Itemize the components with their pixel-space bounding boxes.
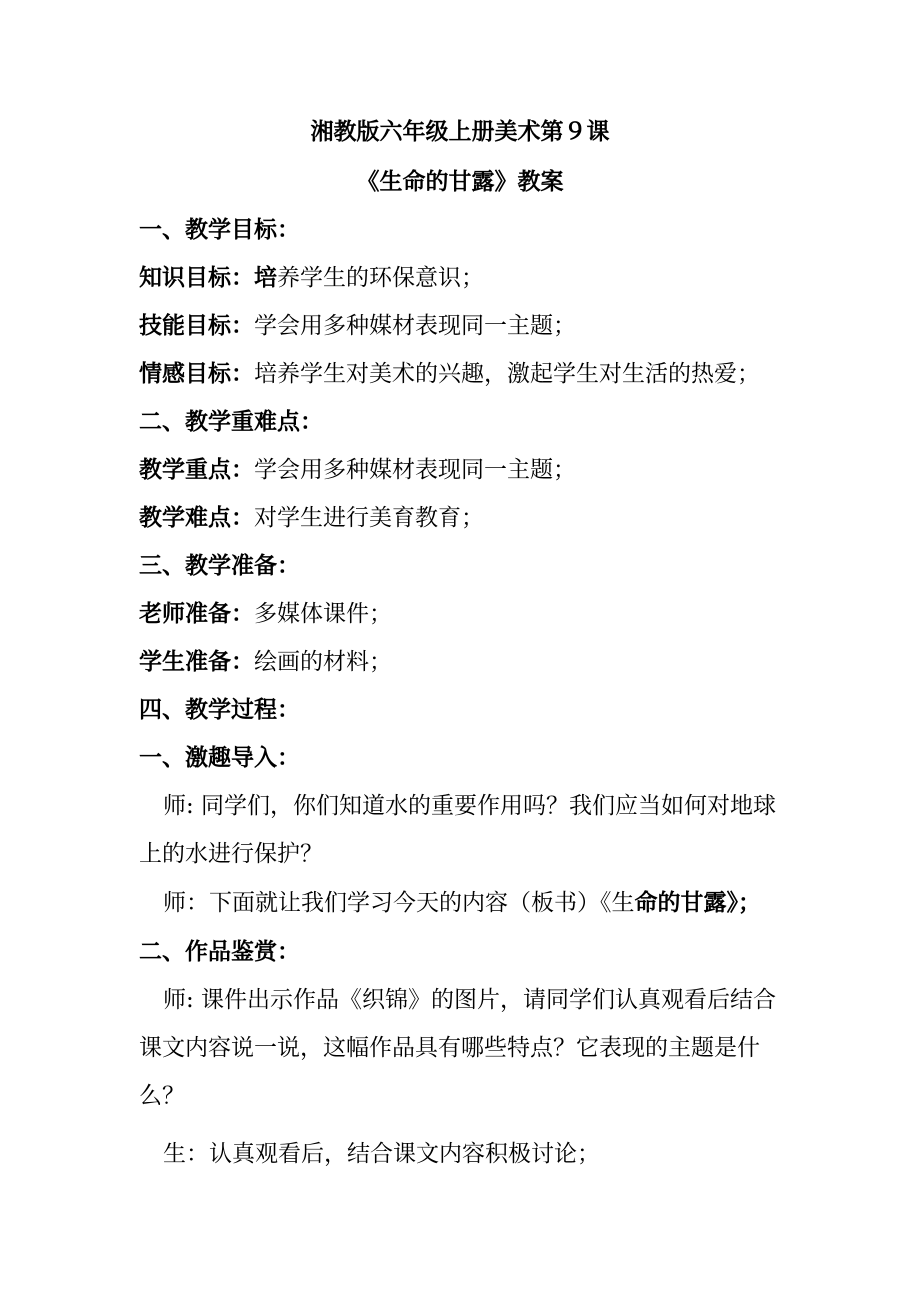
item-text: 绘画的材料； — [254, 649, 392, 675]
section-heading-process: 四、教学过程： — [139, 697, 300, 723]
paragraph-line: 么？ — [139, 1083, 185, 1109]
item-text: 学会用多种媒材表现同一主题； — [254, 313, 576, 339]
item-label: 技能目标： — [139, 313, 254, 339]
item-label: 教学难点： — [139, 505, 254, 531]
item-label: 教学重点： — [139, 457, 254, 483]
item-label: 情感目标： — [139, 361, 254, 387]
key-point — [0, 455, 920, 485]
paragraph-text: 师：下面就让我们学习今天的内容（板书）《生 — [163, 890, 635, 916]
paragraph-line: 生：认真观看后，结合课文内容积极讨论； — [163, 1141, 600, 1167]
item-text: 培养学生对美术的兴趣，激起学生对生活的热爱； — [254, 361, 760, 387]
paragraph-line — [0, 888, 920, 918]
paragraph-line: 师: 同学们，你们知道水的重要作用吗？我们应当如何对地球 — [163, 793, 777, 819]
student-preparation — [0, 647, 920, 677]
objective-emotion — [0, 359, 920, 389]
item-text: 养学生的环保意识； — [277, 265, 484, 291]
paragraph-line: 课文内容说一说，这幅作品具有哪些特点？它表现的主题是什 — [139, 1035, 760, 1061]
paragraph-line: 师: 课件出示作品《织锦》的图片，请同学们认真观看后结合 — [163, 987, 777, 1013]
step-heading-introduction: 一、激趣导入： — [139, 745, 300, 771]
item-label: 老师准备： — [139, 601, 254, 627]
paragraph-line: 上的水进行保护？ — [139, 841, 323, 867]
item-text: 学会用多种媒材表现同一主题； — [254, 457, 576, 483]
item-text-bold: 培 — [254, 265, 277, 291]
teacher-preparation — [0, 599, 920, 629]
difficult-point — [0, 503, 920, 533]
document-title: 湘教版六年级上册美术第９课 — [310, 119, 610, 145]
step-heading-appreciation: 二、作品鉴赏： — [139, 939, 300, 965]
item-text: 对学生进行美育教育； — [254, 505, 484, 531]
objective-skill — [0, 311, 920, 341]
item-text: 多媒体课件； — [254, 601, 392, 627]
section-heading-objectives: 一、教学目标： — [139, 217, 300, 243]
paragraph-text-bold: 命的甘露》； — [634, 890, 761, 916]
item-label: 知识目标： — [139, 265, 254, 291]
section-heading-preparation: 三、教学准备： — [139, 553, 300, 579]
objective-knowledge — [0, 263, 920, 293]
document-subtitle: 《生命的甘露》教案 — [356, 169, 564, 195]
item-label: 学生准备： — [139, 649, 254, 675]
section-heading-key-points: 二、教学重难点： — [139, 409, 323, 435]
